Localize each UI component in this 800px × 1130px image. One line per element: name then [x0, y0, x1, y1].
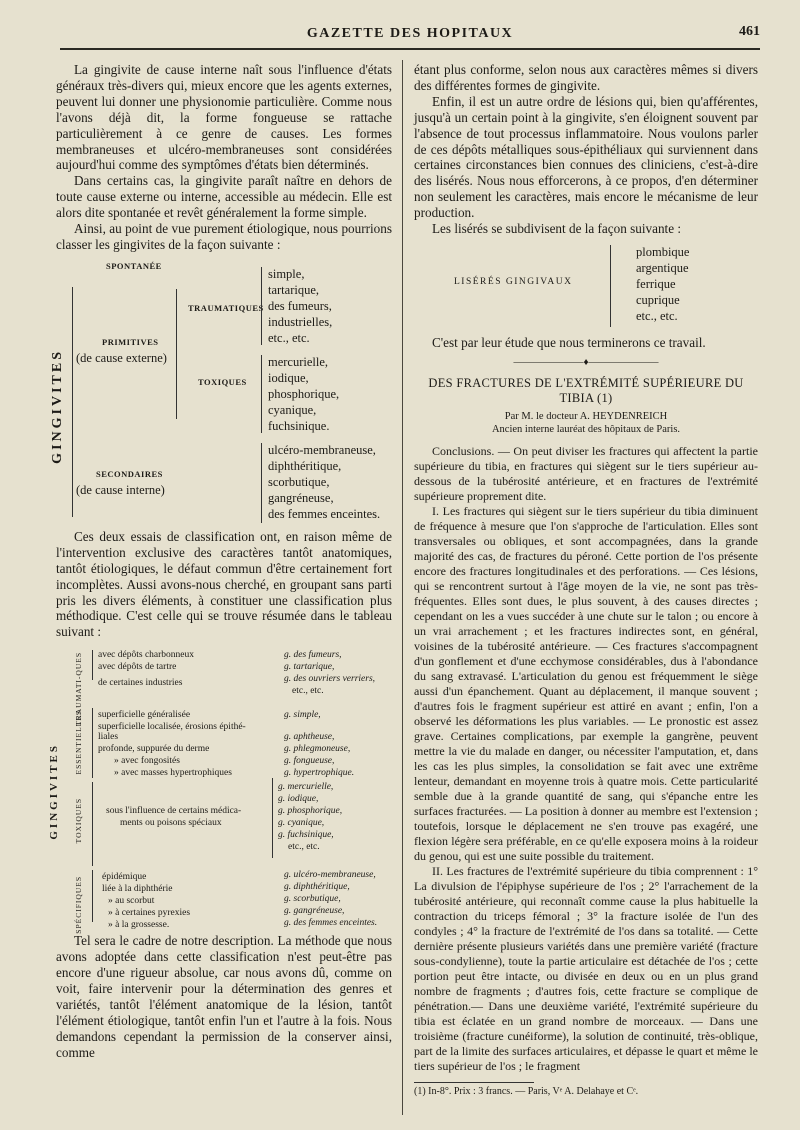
traumatiques-label: TRAUMATIQUES [188, 302, 264, 313]
lis-item: ferrique [636, 276, 676, 291]
page-number: 461 [739, 24, 760, 39]
row-left: avec dépôts de tartre [98, 662, 177, 673]
toxiques-label: TOXIQUES [74, 798, 83, 844]
brace [92, 650, 93, 680]
row-right: g. phosphorique, [278, 806, 343, 817]
brace [272, 778, 273, 858]
traumatiques-brace [261, 267, 262, 345]
column-divider [402, 60, 403, 1115]
sec-item: diphthéritique, [268, 458, 342, 473]
paragraph: La gingivite de cause interne naît sous l'influence d'états généraux très-divers qui, mieux encore que les agents externes, peuvent lui donner une physionomie particulière. Comme nous l'avons déjà dit, la forme fongueuse se rattache particulièrement à ce genre de causes. Les formes membraneuses et ulcéro-membraneuses sont considérées aujourd'hui comme des symptômes d'états bien déterminés. [56, 62, 392, 173]
lis-item: cuprique [636, 292, 680, 307]
row-right: g. ulcéro-membraneuse, [284, 870, 376, 881]
gingivites-label: GINGIVITES [48, 743, 60, 840]
paragraph: Les lisérés se subdivisent de la façon suivante : [432, 221, 682, 237]
row-left: superficielle généralisée [98, 710, 191, 721]
row-left: sous l'influence de certains médica- [106, 806, 242, 817]
right-column [414, 62, 758, 1097]
brace [92, 708, 93, 778]
liseres-label: LISÉRÉS GINGIVAUX [454, 276, 573, 287]
article-title: DES FRACTURES DE L'EXTRÉMITÉ SUPÉRIEURE DU TIBIA (1) [428, 375, 744, 405]
row-left: avec dépôts charbonneux [98, 650, 195, 661]
footnote: (1) In-8°. Prix : 3 francs. — Paris, Vᵉ A. Delahaye et Cᵉ. [414, 1085, 639, 1097]
sec-item: ulcéro-membraneuse, [268, 442, 376, 457]
traumatiques-label: TRAUMATI-QUES [74, 652, 83, 727]
paragraph: Conclusions. — On peut diviser les fractures qui affectent la partie supérieure du tibia, en fractures qui siègent sur le tiers supérieur au-dessous de la tubérosité antérieure, et en fractures de l'extrémité supérieure proprement dite. [414, 443, 758, 503]
traum-item: simple, [268, 266, 305, 281]
row-right: g. iodique, [278, 794, 319, 805]
traum-item: tartarique, [268, 282, 320, 297]
gingivites-label: GINGIVITES [50, 348, 65, 464]
paragraph: Ainsi, au point de vue purement étiologique, nous pourrions classer les gingivites de la façon suivante : [56, 221, 392, 252]
essentielles-label: ESSENTIELLES [74, 710, 83, 775]
row-right: g. cyanique, [278, 818, 325, 829]
tox-item: mercurielle, [268, 354, 329, 369]
lis-item: etc., etc. [636, 308, 678, 323]
paragraph: I. Les fractures qui siègent sur le tiers supérieur du tibia diminuent de fréquence à mesure que l'on s'approche de l'articulation. Elles sont transversales ou obliques, et sont accompagnées, dans la grande majorité des cas, de fractures du péroné. Cette portion de l'os présente encore des fractures longitudinales et des perforations. — Ces lésions, qui se rencontrent surtout à l'âge moyen de la vie, ne sont pas très-fréquentes. Elles sont dues, le plus souvent, à des causes directes ; cependant on les a vues succéder à une chute sur le talon ; ou encore à un vrai arrachement ; et les fractures indirectes sont, en général, voisines de la tubérosité antérieure. — Ces fractures s'accompagnent d'un gonflement et d'une ecchymose considérables, dus à l'abondance du sang extravasé. L'articulation du genou est fréquemment le siège aussi d'un épanchement. Quant au déplacement, il manque souvent ; d'autres fois le fragment supérieur est attiré en avant ; enfin, l'on a observé les déformations les plus variables. — Le pronostic est assez grave. Certaines complications, par exemple la gangrène, peuvent mettre la vie du malade en danger, ou nécessiter l'amputation, et, dans les cas les plus simples, la consolidation se fait avec une extrême lenteur, demandant en moyenne trois à quatre mois. Cette particularité semble due à la grande quantité de sang, qui s'épanche entre les surfaces fracturées. — La position à donner au membre est l'extension ; toutefois, lorsque le déplacement ne s'en trouve pas exagéré, une flexion légère sera préférable, en ce qu'elle exposera moins à la roideur du genou, qui est une suite possible du traitement. [414, 503, 758, 863]
main-brace [72, 287, 73, 517]
row-right: g. aphtheuse, [284, 732, 335, 743]
sec-item: des femmes enceintes. [268, 506, 381, 521]
row-left: profonde, suppurée du derme [98, 744, 210, 755]
row-right: g. gangréneuse, [284, 906, 345, 917]
header-rule [60, 48, 760, 50]
paragraph: II. Les fractures de l'extrémité supérieure du tibia comprennent : 1° La divulsion de l'épiphyse supérieure de l'os ; 2° l'arrachement de la tubérosité antérieure, qui reconnaît comme cause la plus habituelle la contraction du triceps fémoral ; 3° la fracture isolée de l'un des condyles ; 4° la fracture de l'extrémité de l'os dans sa totalité. — Cette dernière présente plusieurs variétés dans une première variété (fracture sous-condylienne), toute la partie articulaire est détachée de l'os ; cette portion peut être intacte, ou divisée en deux ou en un plus grand nombre de fragments ; d'autres fois, cette fracture se complique de pénétration.— Dans une deuxième variété, l'extrémité supérieure du tibia est éclatée en un grand nombre de morceaux. — Dans une troisième (fracture cunéiforme), la solution de continuité, très-oblique, part de la limite des surfaces articulaires, et dépasse le quart et même le tiers supérieur de l'os ; le fragment [414, 863, 758, 1073]
cause-externe-label: (de cause externe) [76, 350, 167, 365]
tox-item: iodique, [268, 370, 309, 385]
toxiques-label: TOXIQUES [198, 376, 247, 387]
row-right: g. scorbutique, [284, 894, 341, 905]
paragraph: étant plus conforme, selon nous aux caractères mêmes si divers des différentes formes de gingivite. [414, 62, 758, 93]
row-left: liales [98, 732, 119, 743]
paragraph: Enfin, il est un autre ordre de lésions qui, bien qu'afférentes, jusqu'à un certain point à la gingivite, s'en éloignent souvent par l'absence de tout processus inflammatoire. Nous voulons parler de ces dépôts métalliques sous-épithéliaux qui surviennent dans certaines circonstances bien connues des cliniciens, c'est-à-dire des lisérés. Nous nous efforcerons, à ce propos, d'en déterminer non seulement les caractères, mais encore le mécanisme de leur production. [414, 93, 758, 221]
row-right: g. fuchsinique, [278, 830, 334, 841]
row-left: » à la grossesse. [108, 920, 170, 931]
liseres-scheme [414, 241, 758, 333]
brace [92, 782, 93, 866]
row-left: » au scorbut [108, 896, 155, 907]
row-right: g. fongueuse, [284, 756, 335, 767]
journal-title: GAZETTE DES HOPITAUX [306, 26, 514, 41]
row-left: épidémique [102, 872, 147, 883]
lis-item: plombique [636, 244, 690, 259]
spontanee-label: SPONTANÉE [106, 260, 162, 271]
secondaires-label: SECONDAIRES [96, 468, 163, 479]
row-right: g. tartarique, [284, 662, 335, 673]
left-column [48, 62, 392, 1060]
brace [92, 870, 93, 922]
separator: ———————♦——————— [513, 356, 659, 368]
sec-item: gangréneuse, [268, 490, 334, 505]
etiological-classification [50, 259, 392, 529]
row-left: » avec fongosités [114, 756, 180, 767]
specifiques-label: SPÉCIFIQUES [74, 876, 83, 934]
secondaires-brace [261, 443, 262, 523]
paragraph: C'est par leur étude que nous terminerons ce travail. [432, 334, 706, 350]
traum-item: industrielles, [268, 314, 333, 329]
row-left: superficielle localisée, érosions épithé- [98, 722, 246, 733]
primitives-label: PRIMITIVES [102, 336, 159, 347]
row-right: g. hypertrophique. [284, 768, 355, 779]
paragraph: Ces deux essais de classification ont, en raison même de l'intervention exclusive des caractères tantôt anatomiques, tantôt étiologiques, le défaut commun d'être certainement fort incomplètes. Aussi avons-nous cherché, en groupant sans parti pris les divers éléments, à constituer une classification plus méthodique. C'est celle qui se trouve résumée dans le tableau suivant : [56, 528, 392, 640]
row-right: g. des fumeurs, [284, 650, 342, 661]
row-left: » à certaines pyrexies [108, 908, 191, 919]
cause-interne-label: (de cause interne) [76, 482, 165, 497]
tox-item: phosphorique, [268, 386, 340, 401]
liseres-brace [610, 245, 611, 327]
sec-item: scorbutique, [268, 474, 330, 489]
row-right: g. phlegmoneuse, [284, 744, 351, 755]
row-right: g. diphthéritique, [284, 882, 350, 893]
methodical-classification-table [48, 648, 392, 934]
row-right: g. mercurielle, [278, 782, 334, 793]
row-right: g. des femmes enceintes. [284, 918, 378, 929]
row-right: g. simple, [284, 710, 321, 721]
row-right: etc., etc. [288, 842, 320, 853]
row-left: » avec masses hypertrophiques [114, 768, 232, 779]
traum-item: etc., etc. [268, 330, 310, 345]
paragraph: Dans certains cas, la gingivite paraît naître en dehors de toute cause externe ou interne, accessible au médecin. Elle est alors dite spontanée et revêt généralement la forme simple. [56, 173, 392, 221]
page-header [60, 22, 760, 50]
footnote-rule [414, 1082, 534, 1083]
row-right: etc., etc. [292, 686, 324, 697]
paragraph: Tel sera le cadre de notre description. La méthode que nous avons adoptée dans cette classification n'est peut-être pas encore d'une rigueur absolue, car nous avons dû, comme on voit, faire intervenir pour la détermination des genres et variétés, tantôt l'élément anatomique de la lésion, tantôt l'élément étiologique, tantôt enfin l'un et l'autre à la fois. Nous demandons cependant la permission de la conserver ainsi, comme [56, 933, 392, 1060]
tox-item: fuchsinique. [268, 418, 330, 433]
traum-item: des fumeurs, [268, 298, 332, 313]
author-line: Par M. le docteur A. HEYDENREICH [504, 410, 668, 422]
row-right: g. des ouvriers verriers, [284, 674, 376, 685]
toxiques-brace [261, 355, 262, 433]
row-left: liée à la diphthérie [102, 884, 173, 895]
row-left: de certaines industries [98, 678, 183, 689]
row-left: ments ou poisons spéciaux [120, 818, 222, 829]
tox-item: cyanique, [268, 402, 317, 417]
lis-item: argentique [636, 260, 689, 275]
author-affiliation: Ancien interne lauréat des hôpitaux de Paris. [491, 423, 681, 435]
primitives-brace [176, 289, 177, 419]
